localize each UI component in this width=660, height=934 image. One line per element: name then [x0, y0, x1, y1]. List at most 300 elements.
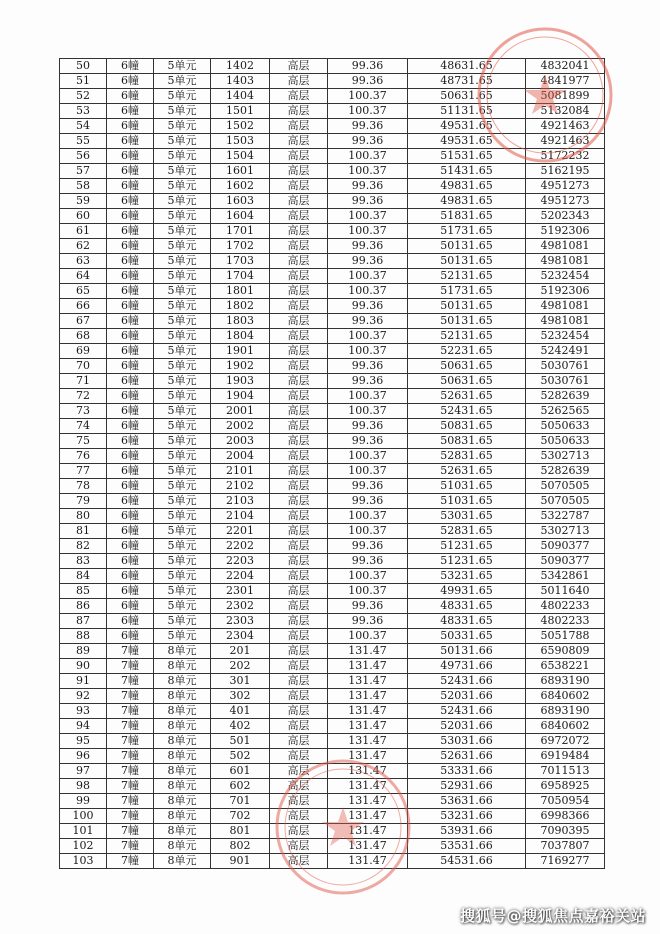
table-cell-6: 99.36	[328, 554, 408, 569]
price-list-body	[60, 59, 605, 869]
table-cell-6: 100.37	[328, 509, 408, 524]
table-cell-4: 1803	[211, 314, 270, 329]
table-cell-7: 52031.66	[408, 689, 526, 704]
table-cell-6: 100.37	[328, 269, 408, 284]
table-cell-2: 7幢	[107, 734, 154, 749]
table-cell-7: 50631.65	[408, 359, 526, 374]
table-cell-1: 78	[60, 479, 107, 494]
table-cell-3: 8单元	[154, 704, 211, 719]
table-cell-1: 96	[60, 749, 107, 764]
table-cell-7: 50131.65	[408, 299, 526, 314]
table-cell-4: 201	[211, 644, 270, 659]
table-cell-5: 高层	[270, 704, 328, 719]
table-cell-2: 6幢	[107, 149, 154, 164]
table-cell-8: 5050633	[526, 419, 605, 434]
table-row	[60, 839, 605, 854]
table-cell-2: 6幢	[107, 509, 154, 524]
table-cell-4: 2201	[211, 524, 270, 539]
table-cell-6: 131.47	[328, 824, 408, 839]
table-cell-5: 高层	[270, 779, 328, 794]
table-cell-1: 89	[60, 644, 107, 659]
table-row	[60, 314, 605, 329]
table-cell-1: 66	[60, 299, 107, 314]
table-row	[60, 74, 605, 89]
table-cell-6: 100.37	[328, 89, 408, 104]
table-cell-2: 7幢	[107, 779, 154, 794]
table-cell-6: 100.37	[328, 209, 408, 224]
table-row	[60, 689, 605, 704]
table-cell-5: 高层	[270, 359, 328, 374]
table-cell-5: 高层	[270, 284, 328, 299]
table-cell-1: 62	[60, 239, 107, 254]
table-cell-3: 5单元	[154, 599, 211, 614]
table-row	[60, 479, 605, 494]
table-cell-3: 5单元	[154, 479, 211, 494]
table-cell-6: 99.36	[328, 74, 408, 89]
table-cell-2: 6幢	[107, 539, 154, 554]
table-cell-2: 6幢	[107, 179, 154, 194]
table-cell-1: 88	[60, 629, 107, 644]
table-cell-2: 7幢	[107, 809, 154, 824]
table-cell-8: 5282639	[526, 389, 605, 404]
table-cell-6: 99.36	[328, 599, 408, 614]
table-cell-4: 2004	[211, 449, 270, 464]
table-cell-6: 99.36	[328, 539, 408, 554]
table-cell-8: 6840602	[526, 689, 605, 704]
table-cell-8: 5242491	[526, 344, 605, 359]
table-cell-6: 100.37	[328, 224, 408, 239]
table-cell-8: 5342861	[526, 569, 605, 584]
table-cell-7: 49831.65	[408, 194, 526, 209]
table-cell-5: 高层	[270, 434, 328, 449]
table-cell-7: 52031.66	[408, 719, 526, 734]
table-cell-4: 2301	[211, 584, 270, 599]
table-cell-6: 131.47	[328, 719, 408, 734]
table-cell-5: 高层	[270, 464, 328, 479]
source-watermark: 搜狐号@搜狐焦点嘉裕关站	[459, 907, 646, 925]
table-cell-6: 99.36	[328, 59, 408, 74]
table-cell-2: 6幢	[107, 599, 154, 614]
table-cell-7: 50831.65	[408, 419, 526, 434]
table-cell-4: 1504	[211, 149, 270, 164]
table-cell-6: 100.37	[328, 149, 408, 164]
table-cell-3: 5单元	[154, 629, 211, 644]
table-cell-4: 1403	[211, 74, 270, 89]
table-cell-1: 102	[60, 839, 107, 854]
table-cell-5: 高层	[270, 239, 328, 254]
table-cell-1: 74	[60, 419, 107, 434]
table-cell-8: 4802233	[526, 614, 605, 629]
table-row	[60, 734, 605, 749]
table-cell-2: 6幢	[107, 344, 154, 359]
table-row	[60, 194, 605, 209]
table-cell-3: 5单元	[154, 209, 211, 224]
table-cell-1: 71	[60, 374, 107, 389]
table-cell-5: 高层	[270, 314, 328, 329]
table-cell-3: 5单元	[154, 59, 211, 74]
table-cell-1: 80	[60, 509, 107, 524]
table-cell-5: 高层	[270, 134, 328, 149]
table-cell-5: 高层	[270, 299, 328, 314]
table-cell-2: 6幢	[107, 104, 154, 119]
table-cell-7: 48631.65	[408, 59, 526, 74]
table-cell-7: 53331.66	[408, 764, 526, 779]
table-cell-3: 5单元	[154, 134, 211, 149]
table-cell-7: 51131.65	[408, 104, 526, 119]
table-cell-8: 6893190	[526, 704, 605, 719]
table-cell-8: 4921463	[526, 134, 605, 149]
table-cell-6: 99.36	[328, 179, 408, 194]
table-cell-2: 7幢	[107, 839, 154, 854]
table-cell-3: 5单元	[154, 554, 211, 569]
table-cell-3: 5单元	[154, 164, 211, 179]
table-row	[60, 434, 605, 449]
table-cell-8: 4841977	[526, 74, 605, 89]
table-cell-7: 52631.66	[408, 749, 526, 764]
table-cell-4: 2104	[211, 509, 270, 524]
table-cell-6: 100.37	[328, 584, 408, 599]
table-cell-4: 1901	[211, 344, 270, 359]
table-cell-5: 高层	[270, 839, 328, 854]
table-row	[60, 269, 605, 284]
table-cell-8: 6972072	[526, 734, 605, 749]
table-row	[60, 809, 605, 824]
table-cell-1: 53	[60, 104, 107, 119]
table-cell-4: 2001	[211, 404, 270, 419]
table-cell-8: 5232454	[526, 329, 605, 344]
table-cell-1: 83	[60, 554, 107, 569]
table-cell-1: 99	[60, 794, 107, 809]
table-cell-2: 6幢	[107, 119, 154, 134]
table-cell-1: 87	[60, 614, 107, 629]
table-cell-6: 100.37	[328, 404, 408, 419]
table-cell-4: 2303	[211, 614, 270, 629]
table-cell-1: 94	[60, 719, 107, 734]
table-cell-1: 79	[60, 494, 107, 509]
table-cell-5: 高层	[270, 104, 328, 119]
table-cell-7: 53031.66	[408, 734, 526, 749]
table-cell-1: 90	[60, 659, 107, 674]
table-row	[60, 464, 605, 479]
table-cell-4: 601	[211, 764, 270, 779]
table-cell-8: 7090395	[526, 824, 605, 839]
table-cell-2: 6幢	[107, 389, 154, 404]
table-cell-8: 6538221	[526, 659, 605, 674]
table-cell-7: 52431.66	[408, 704, 526, 719]
table-cell-7: 51031.65	[408, 494, 526, 509]
table-cell-2: 6幢	[107, 494, 154, 509]
table-cell-6: 99.36	[328, 134, 408, 149]
table-cell-1: 67	[60, 314, 107, 329]
table-cell-2: 6幢	[107, 164, 154, 179]
table-cell-2: 6幢	[107, 404, 154, 419]
table-cell-1: 76	[60, 449, 107, 464]
table-cell-5: 高层	[270, 344, 328, 359]
table-cell-1: 93	[60, 704, 107, 719]
table-cell-5: 高层	[270, 119, 328, 134]
table-cell-2: 7幢	[107, 689, 154, 704]
table-cell-2: 6幢	[107, 359, 154, 374]
table-cell-5: 高层	[270, 74, 328, 89]
table-cell-2: 6幢	[107, 614, 154, 629]
table-cell-2: 6幢	[107, 224, 154, 239]
table-cell-1: 101	[60, 824, 107, 839]
table-cell-5: 高层	[270, 584, 328, 599]
table-cell-4: 1802	[211, 299, 270, 314]
table-cell-5: 高层	[270, 389, 328, 404]
table-cell-4: 801	[211, 824, 270, 839]
table-cell-3: 5单元	[154, 434, 211, 449]
table-cell-5: 高层	[270, 149, 328, 164]
table-cell-5: 高层	[270, 404, 328, 419]
table-cell-8: 5322787	[526, 509, 605, 524]
table-cell-5: 高层	[270, 539, 328, 554]
table-cell-6: 131.47	[328, 734, 408, 749]
table-row	[60, 149, 605, 164]
table-cell-2: 6幢	[107, 299, 154, 314]
table-cell-4: 1903	[211, 374, 270, 389]
table-cell-5: 高层	[270, 854, 328, 869]
table-row	[60, 779, 605, 794]
table-cell-2: 7幢	[107, 644, 154, 659]
table-cell-6: 100.37	[328, 329, 408, 344]
table-cell-1: 59	[60, 194, 107, 209]
table-cell-1: 98	[60, 779, 107, 794]
table-cell-7: 54531.66	[408, 854, 526, 869]
table-cell-5: 高层	[270, 479, 328, 494]
table-cell-3: 5单元	[154, 374, 211, 389]
table-cell-1: 97	[60, 764, 107, 779]
table-cell-5: 高层	[270, 329, 328, 344]
table-cell-8: 5030761	[526, 374, 605, 389]
table-cell-1: 103	[60, 854, 107, 869]
table-cell-3: 5单元	[154, 494, 211, 509]
table-cell-6: 131.47	[328, 779, 408, 794]
table-cell-6: 100.37	[328, 389, 408, 404]
table-cell-8: 6893190	[526, 674, 605, 689]
table-cell-5: 高层	[270, 824, 328, 839]
table-cell-1: 63	[60, 254, 107, 269]
table-cell-4: 702	[211, 809, 270, 824]
table-cell-6: 99.36	[328, 119, 408, 134]
table-cell-7: 52831.65	[408, 449, 526, 464]
table-cell-3: 5单元	[154, 509, 211, 524]
table-cell-3: 5单元	[154, 344, 211, 359]
table-cell-5: 高层	[270, 254, 328, 269]
table-cell-4: 602	[211, 779, 270, 794]
table-cell-2: 6幢	[107, 134, 154, 149]
table-cell-7: 49531.65	[408, 134, 526, 149]
table-cell-5: 高层	[270, 794, 328, 809]
table-cell-2: 6幢	[107, 419, 154, 434]
table-cell-2: 6幢	[107, 464, 154, 479]
table-cell-7: 50131.66	[408, 644, 526, 659]
table-cell-3: 5单元	[154, 299, 211, 314]
table-cell-8: 4981081	[526, 254, 605, 269]
table-cell-1: 65	[60, 284, 107, 299]
table-row	[60, 374, 605, 389]
table-cell-8: 5202343	[526, 209, 605, 224]
table-cell-4: 501	[211, 734, 270, 749]
table-cell-1: 86	[60, 599, 107, 614]
table-cell-3: 5单元	[154, 404, 211, 419]
table-cell-4: 401	[211, 704, 270, 719]
table-cell-5: 高层	[270, 719, 328, 734]
table-cell-7: 52131.65	[408, 269, 526, 284]
table-cell-8: 6958925	[526, 779, 605, 794]
table-row	[60, 584, 605, 599]
table-cell-4: 1502	[211, 119, 270, 134]
table-cell-3: 5单元	[154, 179, 211, 194]
table-cell-7: 50131.65	[408, 239, 526, 254]
table-cell-2: 6幢	[107, 314, 154, 329]
table-cell-5: 高层	[270, 224, 328, 239]
table-cell-3: 8单元	[154, 824, 211, 839]
table-cell-6: 131.47	[328, 644, 408, 659]
table-cell-4: 1402	[211, 59, 270, 74]
table-cell-7: 48731.65	[408, 74, 526, 89]
table-cell-4: 1601	[211, 164, 270, 179]
table-cell-4: 701	[211, 794, 270, 809]
table-cell-3: 5单元	[154, 104, 211, 119]
table-cell-1: 50	[60, 59, 107, 74]
table-cell-1: 92	[60, 689, 107, 704]
table-cell-8: 4981081	[526, 299, 605, 314]
table-cell-7: 53631.66	[408, 794, 526, 809]
table-cell-4: 1702	[211, 239, 270, 254]
table-cell-4: 1804	[211, 329, 270, 344]
table-cell-8: 5192306	[526, 224, 605, 239]
table-cell-4: 1904	[211, 389, 270, 404]
table-row	[60, 224, 605, 239]
table-cell-2: 6幢	[107, 629, 154, 644]
table-cell-7: 48331.65	[408, 614, 526, 629]
table-cell-2: 6幢	[107, 479, 154, 494]
table-cell-2: 6幢	[107, 74, 154, 89]
table-cell-5: 高层	[270, 554, 328, 569]
table-cell-8: 5302713	[526, 524, 605, 539]
table-row	[60, 134, 605, 149]
table-row	[60, 824, 605, 839]
table-cell-7: 51431.65	[408, 164, 526, 179]
table-cell-8: 6590809	[526, 644, 605, 659]
table-cell-2: 6幢	[107, 449, 154, 464]
table-cell-3: 5单元	[154, 419, 211, 434]
table-cell-6: 131.47	[328, 689, 408, 704]
table-cell-1: 73	[60, 404, 107, 419]
table-cell-3: 5单元	[154, 359, 211, 374]
table-cell-3: 5单元	[154, 539, 211, 554]
table-cell-5: 高层	[270, 764, 328, 779]
table-cell-4: 502	[211, 749, 270, 764]
table-cell-3: 5单元	[154, 389, 211, 404]
table-cell-4: 2204	[211, 569, 270, 584]
table-row	[60, 284, 605, 299]
table-cell-8: 5050633	[526, 434, 605, 449]
table-cell-7: 48331.65	[408, 599, 526, 614]
table-cell-1: 69	[60, 344, 107, 359]
table-cell-5: 高层	[270, 449, 328, 464]
table-cell-2: 7幢	[107, 659, 154, 674]
table-cell-7: 49931.65	[408, 584, 526, 599]
table-cell-7: 52631.65	[408, 464, 526, 479]
table-cell-8: 5172232	[526, 149, 605, 164]
table-row	[60, 89, 605, 104]
table-cell-7: 51231.65	[408, 539, 526, 554]
table-row	[60, 344, 605, 359]
table-row	[60, 104, 605, 119]
table-row	[60, 719, 605, 734]
table-cell-3: 5单元	[154, 74, 211, 89]
table-cell-8: 5162195	[526, 164, 605, 179]
table-cell-5: 高层	[270, 374, 328, 389]
table-row	[60, 539, 605, 554]
table-cell-2: 6幢	[107, 194, 154, 209]
table-row	[60, 449, 605, 464]
table-cell-1: 64	[60, 269, 107, 284]
table-cell-4: 2002	[211, 419, 270, 434]
table-row	[60, 179, 605, 194]
table-row	[60, 554, 605, 569]
table-cell-1: 56	[60, 149, 107, 164]
table-cell-5: 高层	[270, 164, 328, 179]
table-cell-3: 8单元	[154, 794, 211, 809]
table-row	[60, 119, 605, 134]
table-cell-6: 100.37	[328, 344, 408, 359]
table-cell-6: 100.37	[328, 524, 408, 539]
table-cell-6: 131.47	[328, 704, 408, 719]
table-cell-1: 51	[60, 74, 107, 89]
table-cell-1: 85	[60, 584, 107, 599]
table-cell-2: 6幢	[107, 89, 154, 104]
table-row	[60, 299, 605, 314]
table-cell-3: 8单元	[154, 674, 211, 689]
table-cell-6: 99.36	[328, 194, 408, 209]
table-cell-4: 901	[211, 854, 270, 869]
table-cell-7: 53531.66	[408, 839, 526, 854]
table-row	[60, 794, 605, 809]
table-cell-5: 高层	[270, 269, 328, 284]
table-cell-8: 6840602	[526, 719, 605, 734]
table-cell-2: 6幢	[107, 569, 154, 584]
table-cell-3: 8单元	[154, 809, 211, 824]
table-cell-5: 高层	[270, 749, 328, 764]
table-cell-4: 2202	[211, 539, 270, 554]
table-row	[60, 254, 605, 269]
table-cell-6: 100.37	[328, 449, 408, 464]
table-cell-7: 53231.66	[408, 809, 526, 824]
table-cell-8: 4951273	[526, 194, 605, 209]
table-cell-8: 7011513	[526, 764, 605, 779]
table-cell-7: 49731.66	[408, 659, 526, 674]
table-cell-3: 5单元	[154, 269, 211, 284]
table-cell-8: 5081899	[526, 89, 605, 104]
table-cell-8: 7169277	[526, 854, 605, 869]
table-cell-3: 5单元	[154, 149, 211, 164]
table-cell-8: 6998366	[526, 809, 605, 824]
table-cell-4: 1602	[211, 179, 270, 194]
table-cell-2: 7幢	[107, 704, 154, 719]
table-cell-5: 高层	[270, 599, 328, 614]
table-row	[60, 674, 605, 689]
table-row	[60, 509, 605, 524]
table-cell-7: 51731.65	[408, 224, 526, 239]
table-row	[60, 764, 605, 779]
table-cell-7: 52831.65	[408, 524, 526, 539]
table-cell-7: 50831.65	[408, 434, 526, 449]
table-row	[60, 644, 605, 659]
table-cell-6: 100.37	[328, 284, 408, 299]
